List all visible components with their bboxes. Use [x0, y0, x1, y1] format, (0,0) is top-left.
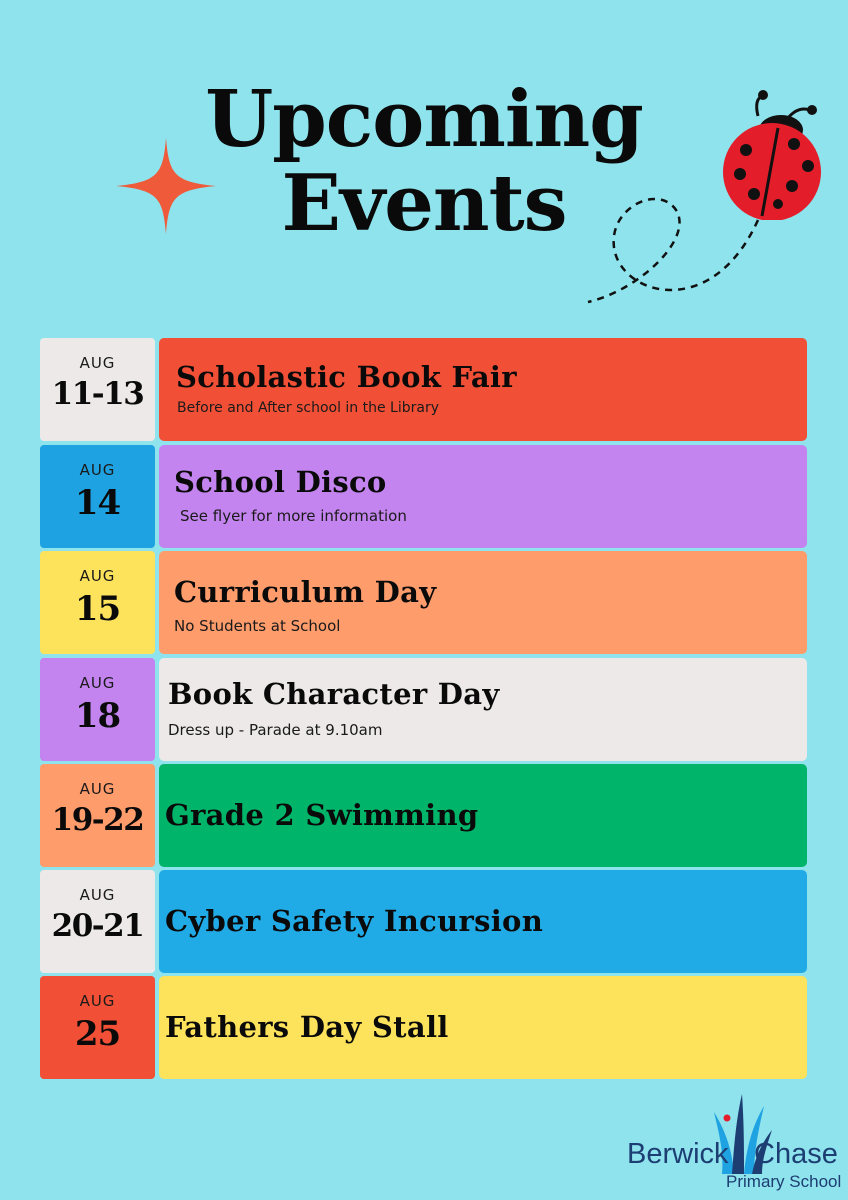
event-card [159, 976, 807, 1079]
logo-word-left: Berwick [627, 1138, 729, 1170]
event-month: AUG [79, 992, 116, 1010]
event-name: School Disco [174, 465, 387, 499]
event-row-1 [40, 338, 807, 441]
event-detail: See flyer for more information [180, 507, 407, 525]
sparkle-icon [116, 138, 216, 234]
event-month: AUG [79, 674, 116, 692]
event-row-6 [40, 870, 807, 973]
event-day: 25 [74, 1014, 121, 1054]
event-day: 19-22 [51, 802, 144, 838]
title-line-1: Upcoming [205, 74, 643, 165]
event-card [159, 870, 807, 973]
event-day: 14 [74, 483, 121, 523]
event-day: 18 [74, 696, 121, 736]
event-row-3 [40, 551, 807, 654]
school-logo [624, 1090, 842, 1200]
event-row-5 [40, 764, 807, 867]
event-month: AUG [79, 354, 116, 372]
event-card [159, 764, 807, 867]
logo-word-right: Chase [754, 1138, 838, 1170]
event-month: AUG [79, 780, 116, 798]
event-name: Grade 2 Swimming [165, 798, 479, 832]
event-day: 11-13 [51, 376, 144, 412]
event-day: 20-21 [51, 908, 144, 944]
title-line-2: Events [281, 158, 567, 249]
event-month: AUG [79, 461, 116, 479]
event-detail: Dress up - Parade at 9.10am [168, 721, 383, 739]
event-card [159, 551, 807, 654]
event-card [159, 445, 807, 548]
event-row-2 [40, 445, 807, 548]
event-name: Curriculum Day [174, 575, 437, 609]
event-day: 15 [74, 589, 121, 629]
event-name: Fathers Day Stall [165, 1010, 449, 1044]
event-date [40, 445, 155, 548]
event-month: AUG [79, 567, 116, 585]
event-name: Scholastic Book Fair [176, 360, 517, 394]
event-card [159, 658, 807, 761]
event-date [40, 658, 155, 761]
event-row-7 [40, 976, 807, 1079]
event-date [40, 976, 155, 1079]
logo-subtitle: Primary School [726, 1172, 842, 1191]
event-name: Book Character Day [168, 677, 500, 711]
event-date [40, 870, 155, 973]
event-date [40, 764, 155, 867]
event-card [159, 338, 807, 441]
event-detail: Before and After school in the Library [177, 400, 440, 416]
event-row-4 [40, 658, 807, 761]
flight-path [580, 180, 780, 310]
event-detail: No Students at School [174, 617, 341, 635]
event-name: Cyber Safety Incursion [165, 904, 544, 938]
event-date [40, 551, 155, 654]
event-month: AUG [79, 886, 116, 904]
event-date [40, 338, 155, 441]
